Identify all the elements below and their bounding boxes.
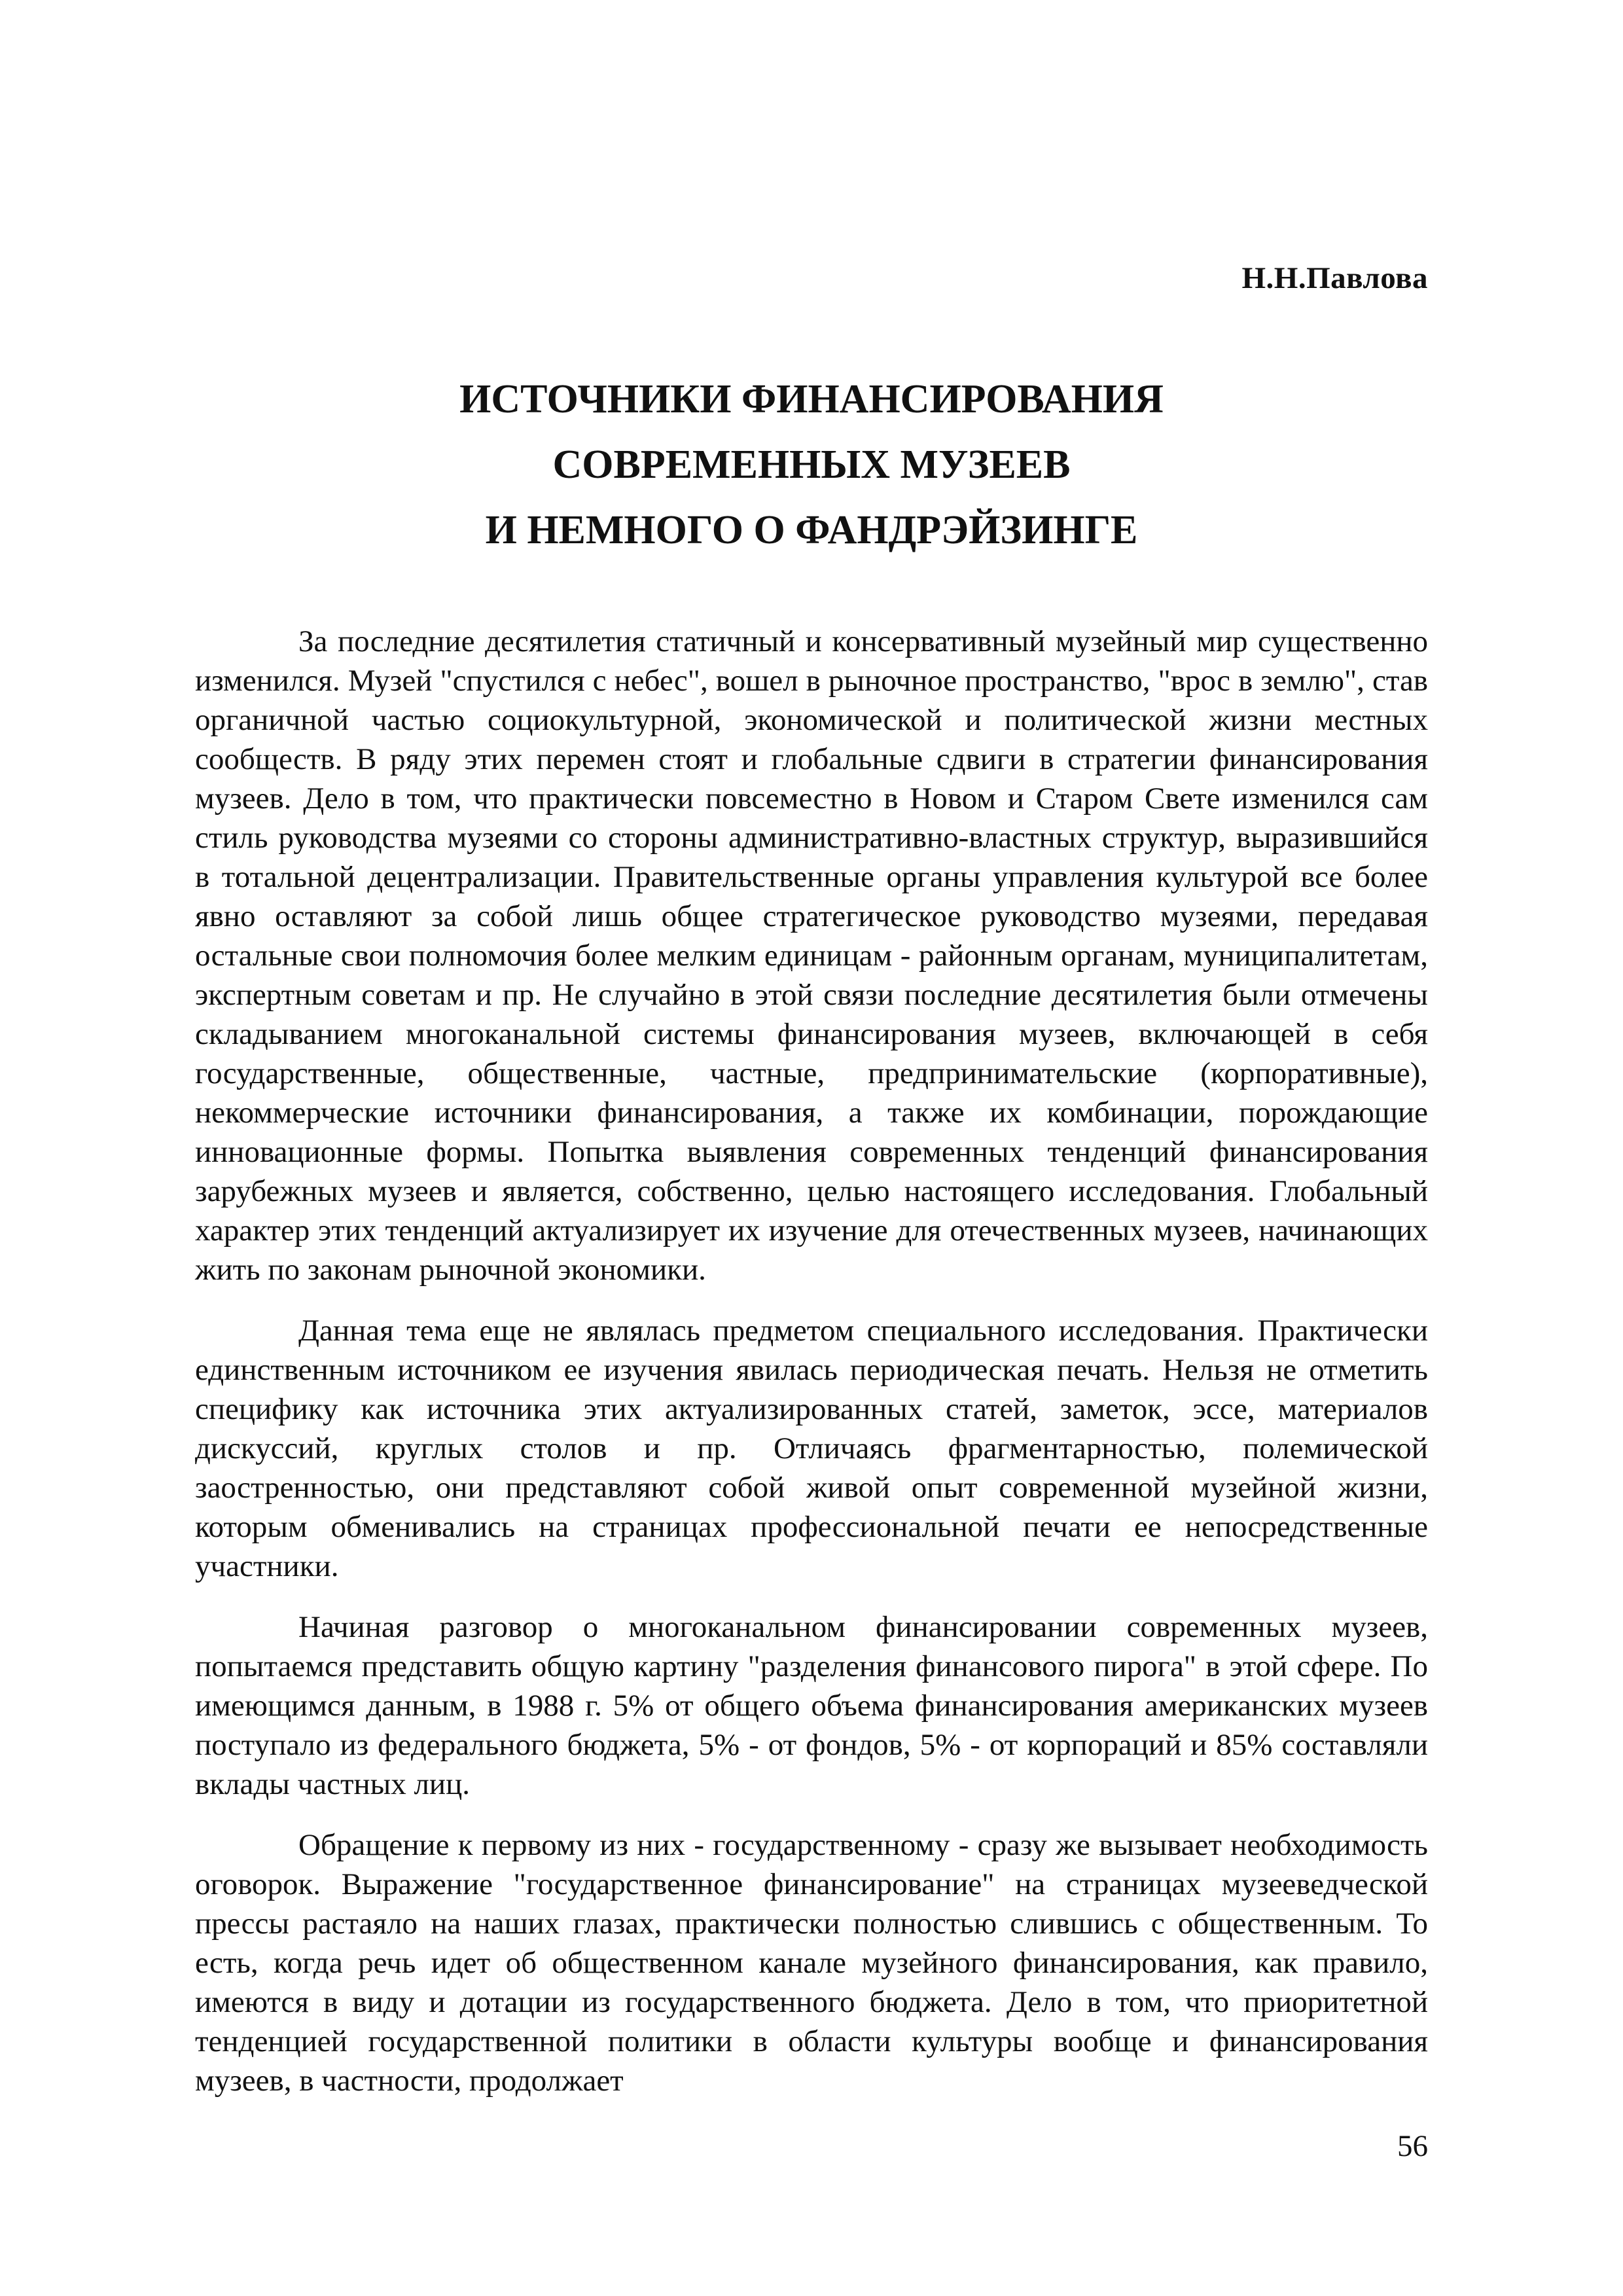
article-title <box>195 367 1428 563</box>
page-number: 56 <box>1397 2129 1428 2163</box>
title-line: СОВРЕМЕННЫХ МУЗЕЕВ <box>552 442 1071 487</box>
body-paragraph: Данная тема еще не являлась предметом специального исследования. Практически единственным источником ее изучения явилась периодическая печать. Нельзя не отметить специфику как источника этих актуализированных статей, заметок, эссе, материалов дискуссий, круглых столов и пр. Отличаясь фрагментарностью, полемической заостренностью, они представляют собой живой опыт современной музейной жизни, которым обменивались на страницах профессиональной печати ее непосредственные участники. <box>195 1314 1428 1583</box>
article-body <box>195 622 1428 2122</box>
title-line: ИСТОЧНИКИ ФИНАНСИРОВАНИЯ <box>459 377 1164 422</box>
author-name: Н.Н.Павлова <box>1241 261 1428 295</box>
body-paragraph: Начиная разговор о многоканальном финансировании современных музеев, попытаемся представить общую картину "разделения финансового пирога" в этой сфере. По имеющимся данным, в 1988 г. 5% от общего объема финансирования американских музеев поступало из федерального бюджета, 5% - от фондов, 5% - от корпораций и 85% составляли вклады частных лиц. <box>195 1610 1428 1801</box>
body-paragraph: За последние десятилетия статичный и консервативный музейный мир существенно изменился. Музей "спустился с небес", вошел в рыночное пространство, "врос в землю", став органичной частью социокультурной, экономической и политической жизни местных сообществ. В ряду этих перемен стоят и глобальные сдвиги в стратегии финансирования музеев. Дело в том, что практически повсеместно в Новом и Старом Свете изменился сам стиль руководства музеями со стороны административно-властных структур, выразившийся в тотальной децентрализации. Правительственные органы управления культурой все более явно оставляют за собой лишь общее стратегическое руководство музеями, передавая остальные свои полномочия более мелким единицам - районным органам, муниципалитетам, экспертным советам и пр. Не случайно в этой связи последние десятилетия были отмечены складыванием многоканальной системы финансирования музеев, включающей в себя государственные, общественные, частные, предпринимательские (корпоративные), некоммерческие источники финансирования, а также их комбинации, порождающие инновационные формы. Попытка выявления современных тенденций финансирования зарубежных музеев и является, собственно, целью настоящего исследования. Глобальный характер этих тенденций актуализирует их изучение для отечественных музеев, начинающих жить по законам рыночной экономики. <box>195 624 1428 1287</box>
title-line: И НЕМНОГО О ФАНДРЭЙЗИНГЕ <box>485 508 1138 552</box>
body-paragraph: Обращение к первому из них - государственному - сразу же вызывает необходимость оговорок. Выражение "государственное финансирование" на страницах музееведческой прессы растаяло на наших глазах, практически полностью слившись с общественным. То есть, когда речь идет об общественном канале музейного финансирования, как правило, имеются в виду и дотации из государственного бюджета. Дело в том, что приоритетной тенденцией государственной политики в области культуры вообще и финансирования музеев, в частности, продолжает <box>195 1828 1428 2098</box>
